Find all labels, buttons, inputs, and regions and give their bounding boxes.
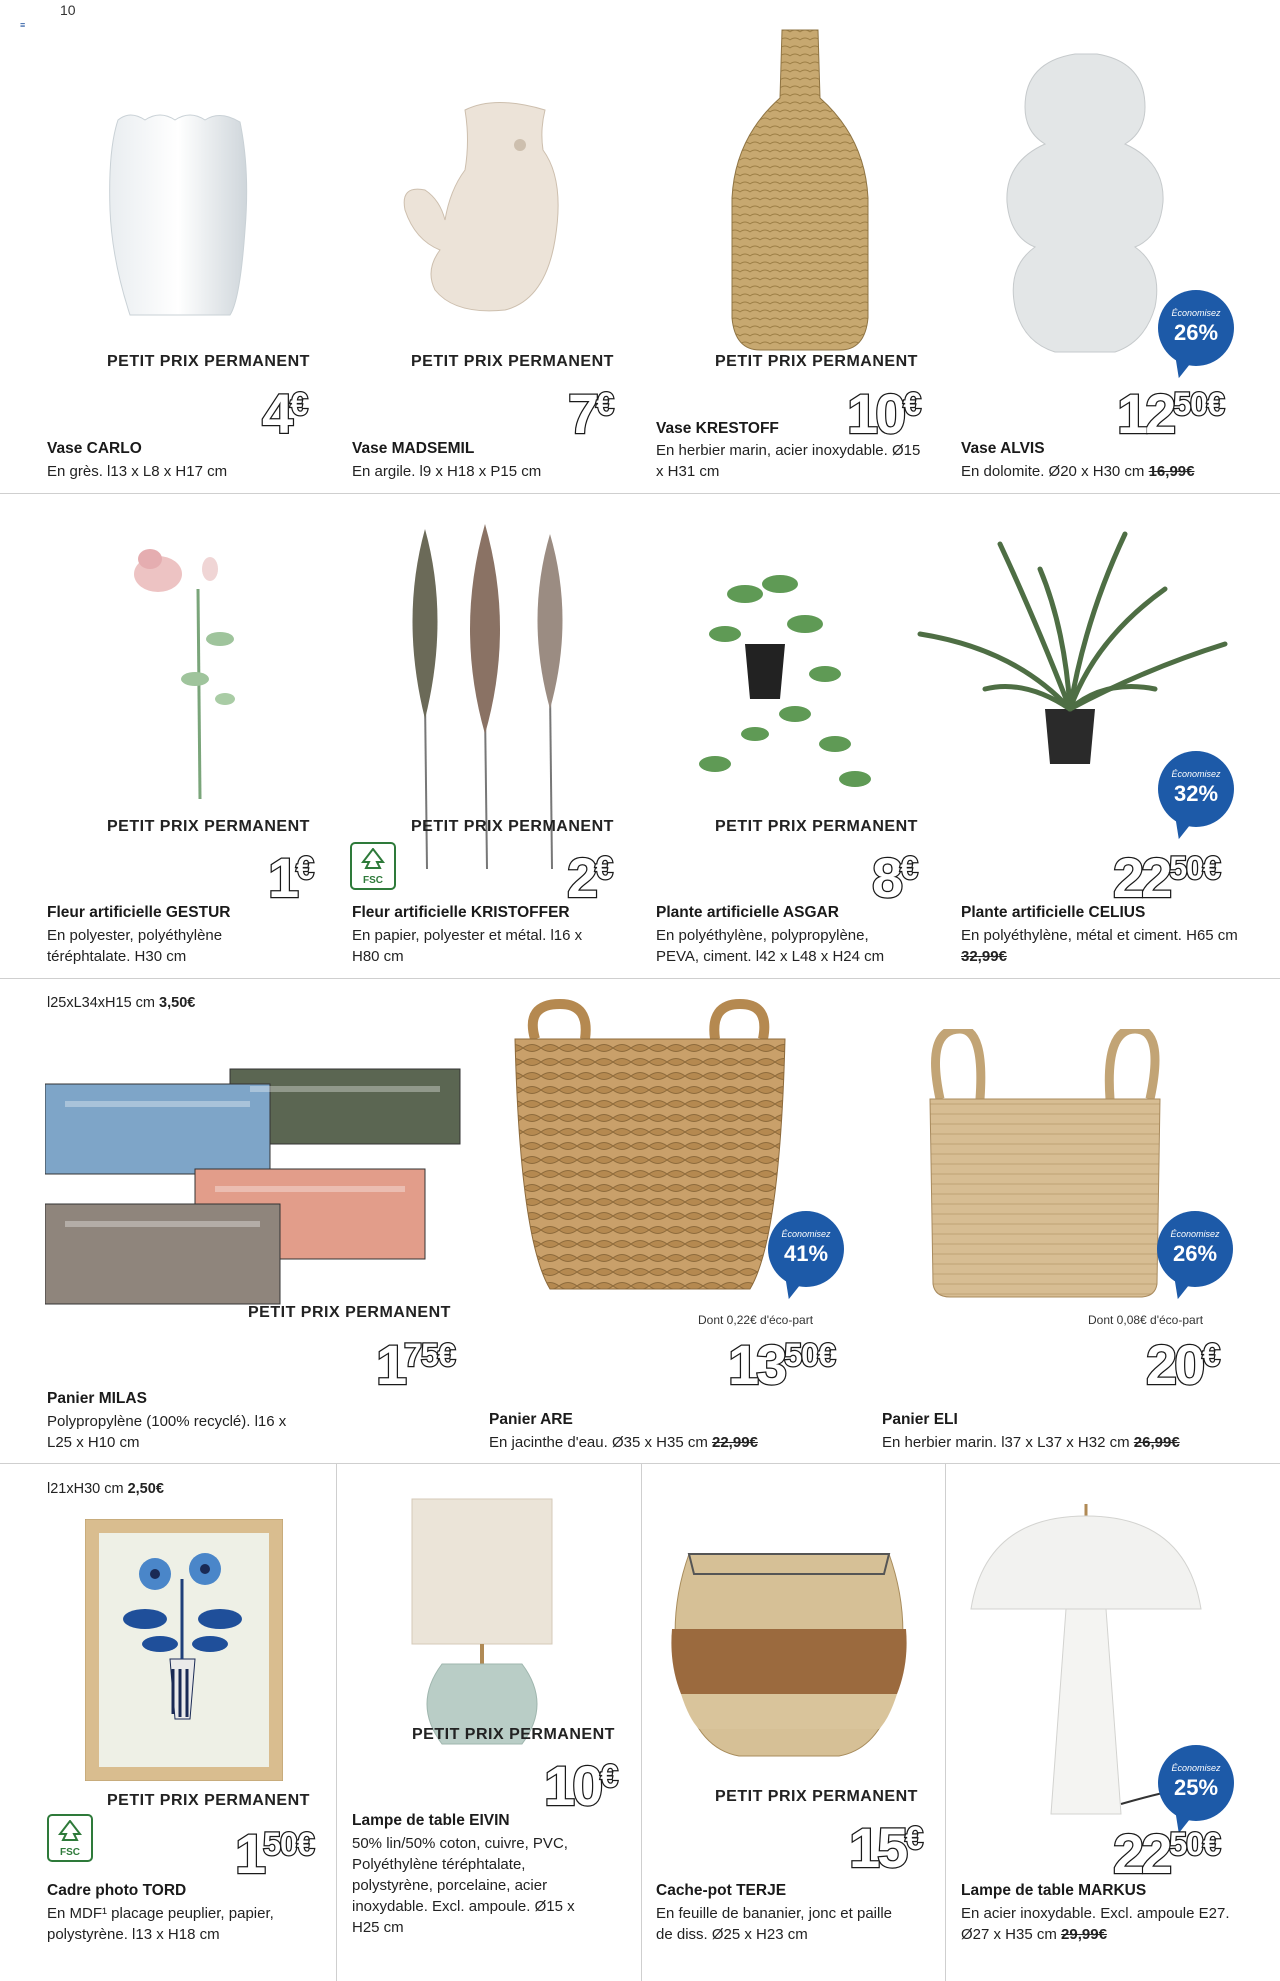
product-desc: En acier inoxydable. Excl. ampoule E27. Ø27 x H35 cm 29,99€ <box>961 1905 1230 1943</box>
product-are[interactable] <box>470 979 870 1461</box>
page-number: 10 <box>60 2 76 18</box>
product-name: Vase CARLO <box>47 440 142 457</box>
product-name: Vase ALVIS <box>961 440 1045 457</box>
ppp-label: PETIT PRIX PERMANENT <box>412 1726 615 1743</box>
product-name: Cadre photo TORD <box>47 1882 187 1899</box>
product-name: Panier ELI <box>882 1411 958 1428</box>
product-kristoffer[interactable] <box>305 494 614 974</box>
product-gestur[interactable] <box>0 494 311 974</box>
discount-badge: Économisez 26% <box>1157 1211 1233 1287</box>
ppp-label: PETIT PRIX PERMANENT <box>411 353 614 370</box>
price: 2250€ <box>1113 846 1218 909</box>
price: 175€ <box>376 1333 453 1396</box>
price: 1350€ <box>728 1333 833 1396</box>
product-name: Plante artificielle CELIUS <box>961 904 1146 921</box>
product-name: Panier ARE <box>489 1411 573 1428</box>
plant-celius-image <box>915 529 1235 769</box>
product-desc: En polyéthylène, métal et ciment. H65 cm 32,99€ <box>961 927 1238 965</box>
product-name: Vase KRESTOFF <box>656 420 779 437</box>
fsc-logo: FSC <box>350 842 396 890</box>
ppp-label: PETIT PRIX PERMANENT <box>107 1792 310 1809</box>
price: 150€ <box>235 1822 312 1885</box>
size-option: l25xL34xH15 cm 3,50€ <box>47 995 196 1011</box>
product-name: Fleur artificielle GESTUR <box>47 904 231 921</box>
product-desc: En dolomite. Ø20 x H30 cm 16,99€ <box>961 463 1195 480</box>
old-price: 29,99€ <box>1061 1926 1107 1943</box>
product-name: Vase MADSEMIL <box>352 440 475 457</box>
tree-icon <box>58 1820 82 1842</box>
product-celius[interactable] <box>915 494 1280 974</box>
product-madsemil[interactable] <box>305 0 614 490</box>
product-markus[interactable] <box>946 1464 1280 1981</box>
product-name: Fleur artificielle KRISTOFFER <box>352 904 570 921</box>
old-price: 22,99€ <box>712 1434 758 1451</box>
eco-part: Dont 0,08€ d'éco-part <box>1088 1313 1204 1327</box>
old-price: 26,99€ <box>1133 1434 1180 1451</box>
product-desc: En herbier marin. l37 x L37 x H32 cm 26,99€ <box>882 1434 1180 1451</box>
ppp-label: PETIT PRIX PERMANENT <box>715 1788 918 1805</box>
eco-part: Dont 0,22€ d'éco-part <box>698 1313 814 1327</box>
product-tord[interactable] <box>0 1464 336 1981</box>
price: 1€ <box>268 846 311 909</box>
old-price: 16,99€ <box>1148 463 1195 480</box>
product-desc: En MDF¹ placage peuplier, papier, polystyrène. l13 x H18 cm <box>47 1905 274 1943</box>
product-desc: En grès. l13 x L8 x H17 cm <box>47 463 228 480</box>
ppp-label: PETIT PRIX PERMANENT <box>715 818 918 835</box>
price: 1250€ <box>1117 382 1222 445</box>
vase-alvis-image <box>1005 52 1165 357</box>
product-alvis[interactable] <box>915 0 1280 490</box>
product-name: Cache-pot TERJE <box>656 1882 787 1899</box>
ppp-label: PETIT PRIX PERMANENT <box>248 1304 451 1321</box>
price: 8€ <box>872 846 915 909</box>
product-milas[interactable] <box>0 979 470 1461</box>
discount-badge: Économisez 26% <box>1158 290 1234 366</box>
price: 4€ <box>262 382 305 445</box>
basket-are-image <box>505 999 795 1299</box>
vase-madsemil-image <box>395 90 595 320</box>
basket-eli-image <box>925 1029 1165 1299</box>
old-price: 32,99€ <box>961 948 1007 965</box>
price: 2€ <box>567 846 610 909</box>
product-desc: En polyester, polyéthylène téréphtalate. H30 cm <box>47 927 223 965</box>
product-name: Panier MILAS <box>47 1390 147 1407</box>
frame-tord-image <box>85 1519 283 1781</box>
price: 7€ <box>568 382 611 445</box>
ppp-label: PETIT PRIX PERMANENT <box>107 818 310 835</box>
price: 10€ <box>544 1754 616 1817</box>
product-desc: En papier, polyester et métal. l16 x H80 cm <box>352 927 583 965</box>
product-eivin[interactable] <box>337 1464 641 1981</box>
size-option: l21xH30 cm 2,50€ <box>47 1481 164 1497</box>
vase-carlo-image <box>100 110 260 325</box>
product-desc: En jacinthe d'eau. Ø35 x H35 cm 22,99€ <box>489 1434 758 1451</box>
menu-icon: ≡ <box>20 20 26 30</box>
discount-badge: Économisez 32% <box>1158 751 1234 827</box>
product-name: Lampe de table EIVIN <box>352 1812 510 1829</box>
fsc-logo: FSC <box>47 1814 93 1862</box>
ppp-label: PETIT PRIX PERMANENT <box>715 353 918 370</box>
plant-asgar-image <box>685 554 885 799</box>
product-eli[interactable] <box>870 979 1280 1461</box>
vase-krestoff-image <box>730 28 870 353</box>
discount-badge: Économisez 25% <box>1158 1745 1234 1821</box>
price: 2250€ <box>1113 1822 1218 1885</box>
product-desc: En argile. l9 x H18 x P15 cm <box>352 463 542 480</box>
pot-terje-image <box>669 1544 909 1759</box>
product-desc: En herbier marin, acier inoxydable. Ø15 x H31 cm <box>656 442 921 480</box>
tree-icon <box>361 848 385 870</box>
product-name: Lampe de table MARKUS <box>961 1882 1147 1899</box>
product-desc: 50% lin/50% coton, cuivre, PVC, Polyéthylène téréphtalate, polystyrène, porcelaine, acier inoxydable. Excl. ampoule. Ø15 x H25 cm <box>352 1835 575 1936</box>
product-carlo[interactable] <box>0 0 310 490</box>
price: 10€ <box>847 382 919 445</box>
product-desc: Polypropylène (100% recyclé). l16 x L25 x H10 cm <box>47 1413 287 1451</box>
flower-gestur-image <box>120 529 250 804</box>
price: 15€ <box>849 1816 921 1879</box>
discount-badge: Économisez 41% <box>768 1211 844 1287</box>
ppp-label: PETIT PRIX PERMANENT <box>107 353 310 370</box>
product-krestoff[interactable] <box>610 0 921 490</box>
product-desc: En polyéthylène, polypropylène, PEVA, ciment. l42 x L48 x H24 cm <box>656 927 885 965</box>
product-name: Plante artificielle ASGAR <box>656 904 839 921</box>
product-asgar[interactable] <box>610 494 918 974</box>
crates-milas-image <box>45 1039 465 1329</box>
product-terje[interactable] <box>642 1464 945 1981</box>
ppp-label: PETIT PRIX PERMANENT <box>411 818 614 835</box>
lamp-eivin-image <box>402 1494 562 1754</box>
price: 20€ <box>1146 1333 1218 1396</box>
product-desc: En feuille de bananier, jonc et paille de diss. Ø25 x H23 cm <box>656 1905 893 1943</box>
